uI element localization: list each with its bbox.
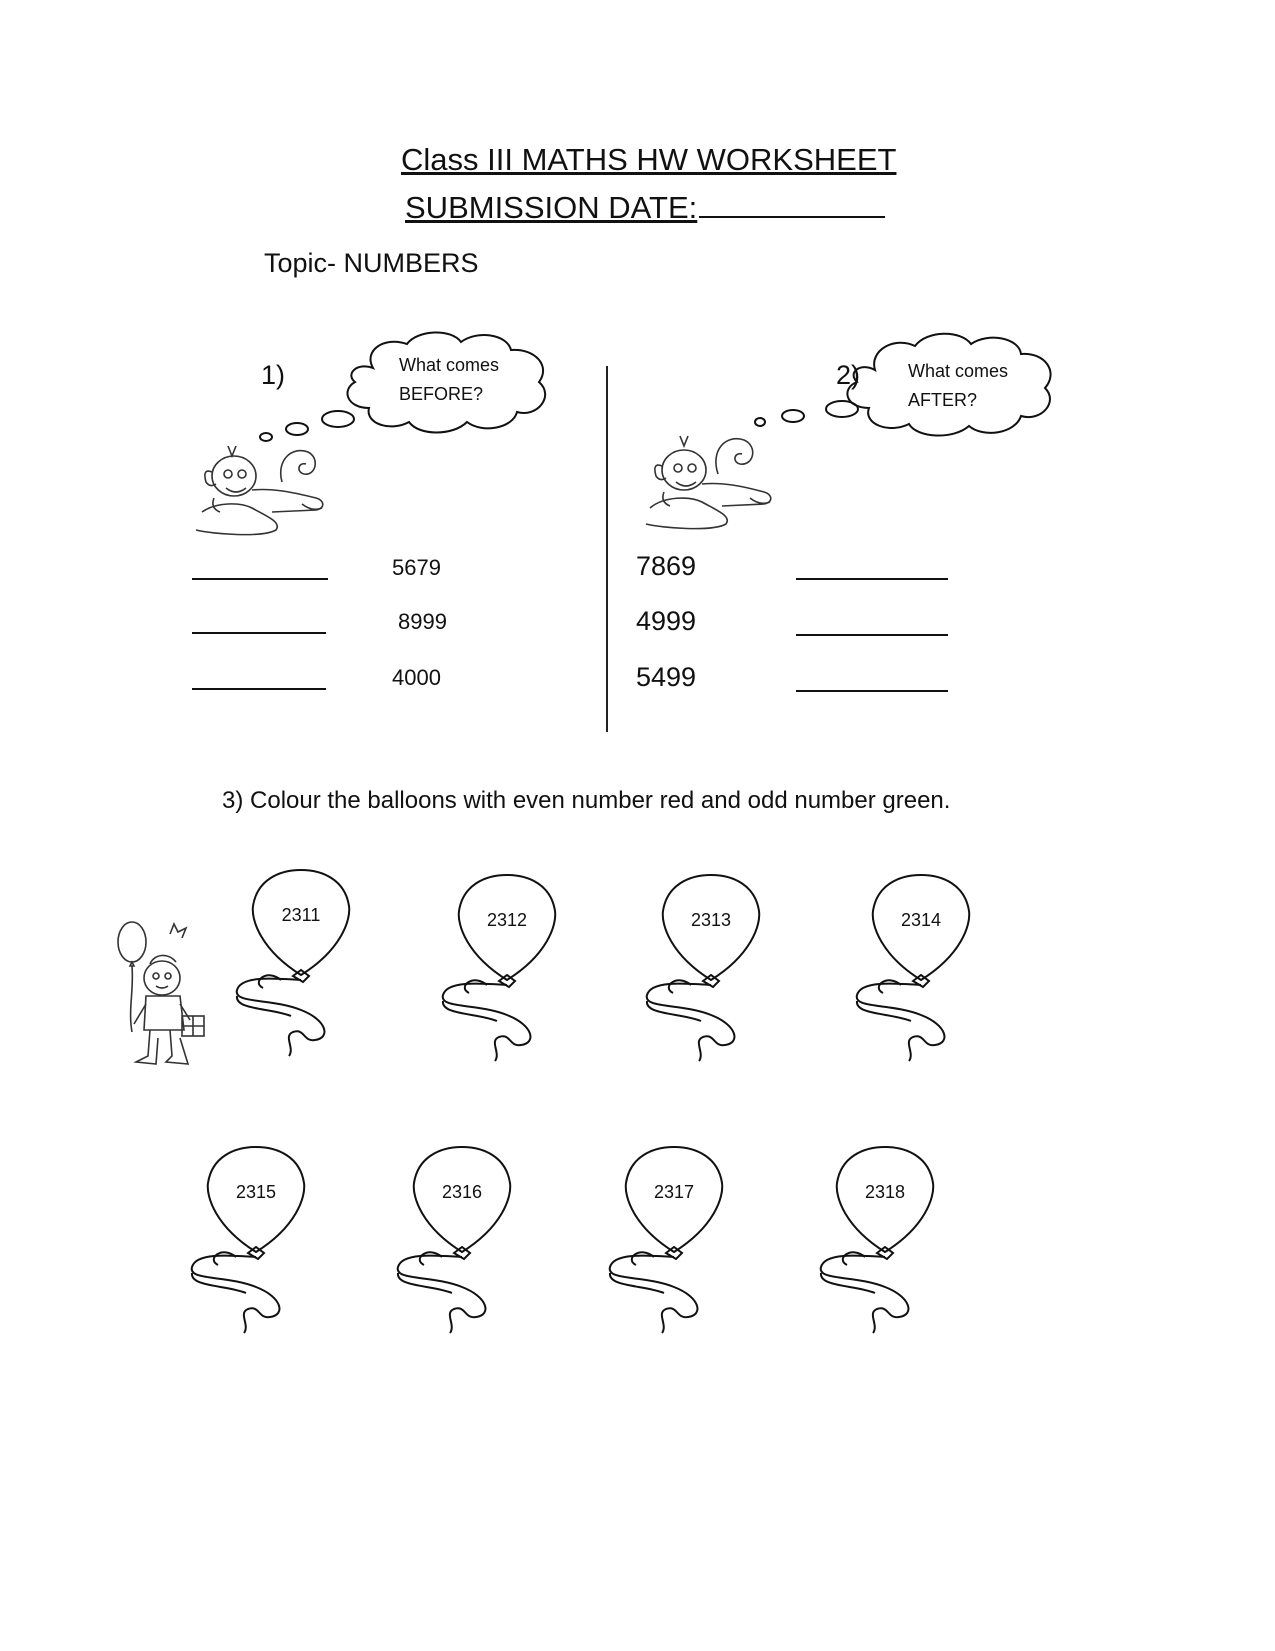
balloon-number: 2316 [441, 1182, 483, 1202]
q1-answer-blank-3[interactable] [192, 688, 326, 690]
balloon-outline-icon [604, 1147, 744, 1347]
bubble-before-line1: What comes [399, 355, 500, 375]
question-3-instruction: 3) Colour the balloons with even number red and odd number green. [222, 787, 951, 814]
balloon-number: 2314 [900, 910, 942, 930]
q1-value-2: 8999 [398, 609, 447, 634]
balloon-number: 2312 [486, 910, 528, 930]
q2-value-1: 7869 [636, 551, 697, 581]
q1-answer-blank-2[interactable] [192, 632, 326, 634]
bubble-after-line2: AFTER? [908, 390, 978, 410]
balloon[interactable] [851, 875, 991, 1075]
balloon[interactable] [815, 1147, 955, 1347]
balloon[interactable] [604, 1147, 744, 1347]
balloon-outline-icon [186, 1147, 326, 1347]
q2-value-2: 4999 [636, 606, 697, 636]
balloon-number: 2313 [690, 910, 732, 930]
q2-answer-blank-2[interactable] [796, 634, 948, 636]
balloon-outline-icon [437, 875, 577, 1075]
balloon-outline-icon [851, 875, 991, 1075]
q1-value-3: 4000 [392, 665, 441, 690]
submission-date-blank[interactable] [699, 186, 885, 218]
question-2-number: 2) [836, 360, 861, 390]
bubble-after-text [908, 357, 1008, 415]
q1-answer-blank-1[interactable] [192, 578, 328, 580]
worksheet-title: Class III MATHS HW WORKSHEET [401, 142, 897, 177]
vertical-divider [606, 366, 608, 732]
q2-answer-blank-1[interactable] [796, 578, 948, 580]
monkey-illustration-1 [192, 442, 332, 542]
balloon-number: 2317 [653, 1182, 695, 1202]
boy-with-balloon-illustration [112, 920, 212, 1070]
q2-value-3: 5499 [636, 662, 697, 692]
balloon-outline-icon [815, 1147, 955, 1347]
submission-date-label: SUBMISSION DATE: [405, 190, 698, 225]
balloon-number: 2315 [235, 1182, 277, 1202]
balloon-number: 2318 [864, 1182, 906, 1202]
submission-date-row [405, 186, 885, 226]
balloon-outline-icon [231, 870, 371, 1070]
bubble-before-line2: BEFORE? [399, 384, 484, 404]
bubble-after-line1: What comes [908, 361, 1009, 381]
balloon-number: 2311 [281, 905, 321, 925]
balloon-outline-icon [641, 875, 781, 1075]
topic-label: Topic- NUMBERS [264, 248, 479, 278]
balloon[interactable] [392, 1147, 532, 1347]
bubble-before-text [399, 351, 499, 409]
q2-answer-blank-3[interactable] [796, 690, 948, 692]
balloon[interactable] [641, 875, 781, 1075]
monkey-illustration-2 [640, 430, 780, 540]
balloon[interactable] [186, 1147, 326, 1347]
balloon[interactable] [231, 870, 371, 1070]
balloon[interactable] [437, 875, 577, 1075]
balloon-outline-icon [392, 1147, 532, 1347]
q1-value-1: 5679 [392, 555, 441, 580]
question-1-number: 1) [261, 360, 286, 390]
